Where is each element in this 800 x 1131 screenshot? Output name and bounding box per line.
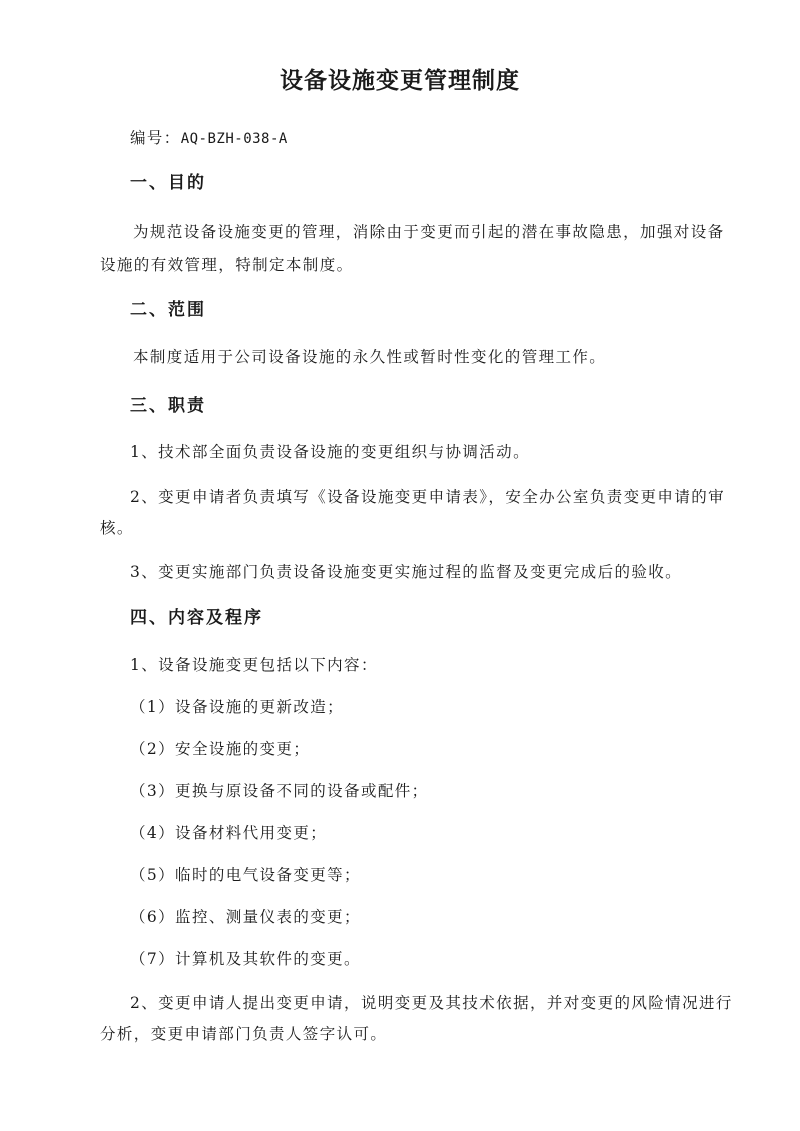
content-sub-item-6: （6）监控、测量仪表的变更； — [130, 908, 361, 926]
document-title: 设备设施变更管理制度 — [280, 68, 520, 94]
duties-item-3: 3、变更实施部门负责设备设施变更实施过程的监督及变更完成后的验收。 — [130, 563, 683, 581]
content-sub-item-5: （5）临时的电气设备变更等； — [130, 866, 361, 884]
content-item-2-line-1: 2、变更申请人提出变更申请，说明变更及其技术依据，并对变更的风险情况进行 — [130, 994, 733, 1012]
section-purpose-paragraph-line-1: 为规范设备设施变更的管理，消除由于变更而引起的潜在事故隐患，加强对设备 — [133, 223, 725, 241]
content-sub-item-1: （1）设备设施的更新改造； — [130, 698, 345, 716]
content-sub-item-2: （2）安全设施的变更； — [130, 740, 311, 758]
content-sub-item-7: （7）计算机及其软件的变更。 — [130, 950, 361, 968]
document-code — [130, 128, 288, 149]
content-item-1: 1、设备设施变更包括以下内容： — [130, 656, 378, 674]
section-content-heading: 四、内容及程序 — [130, 608, 263, 628]
code-value: AQ-BZH-038-A — [180, 131, 288, 147]
section-scope-heading: 二、范围 — [130, 300, 206, 320]
duties-item-2-line-2: 核。 — [100, 519, 134, 537]
content-item-2-line-2: 分析，变更申请部门负责人签字认可。 — [100, 1025, 388, 1043]
content-sub-item-4: （4）设备材料代用变更； — [130, 824, 328, 842]
section-purpose-paragraph-line-2: 设施的有效管理，特制定本制度。 — [100, 256, 354, 274]
section-scope-paragraph: 本制度适用于公司设备设施的永久性或暂时性变化的管理工作。 — [133, 348, 607, 366]
section-duties-heading: 三、职责 — [130, 396, 206, 416]
duties-item-2-line-1: 2、变更申请者负责填写《设备设施变更申请表》，安全办公室负责变更申请的审 — [130, 488, 726, 506]
duties-item-1: 1、技术部全面负责设备设施的变更组织与协调活动。 — [130, 443, 530, 461]
section-purpose-heading: 一、目的 — [130, 173, 206, 193]
code-label: 编号： — [130, 129, 181, 147]
content-sub-item-3: （3）更换与原设备不同的设备或配件； — [130, 782, 429, 800]
